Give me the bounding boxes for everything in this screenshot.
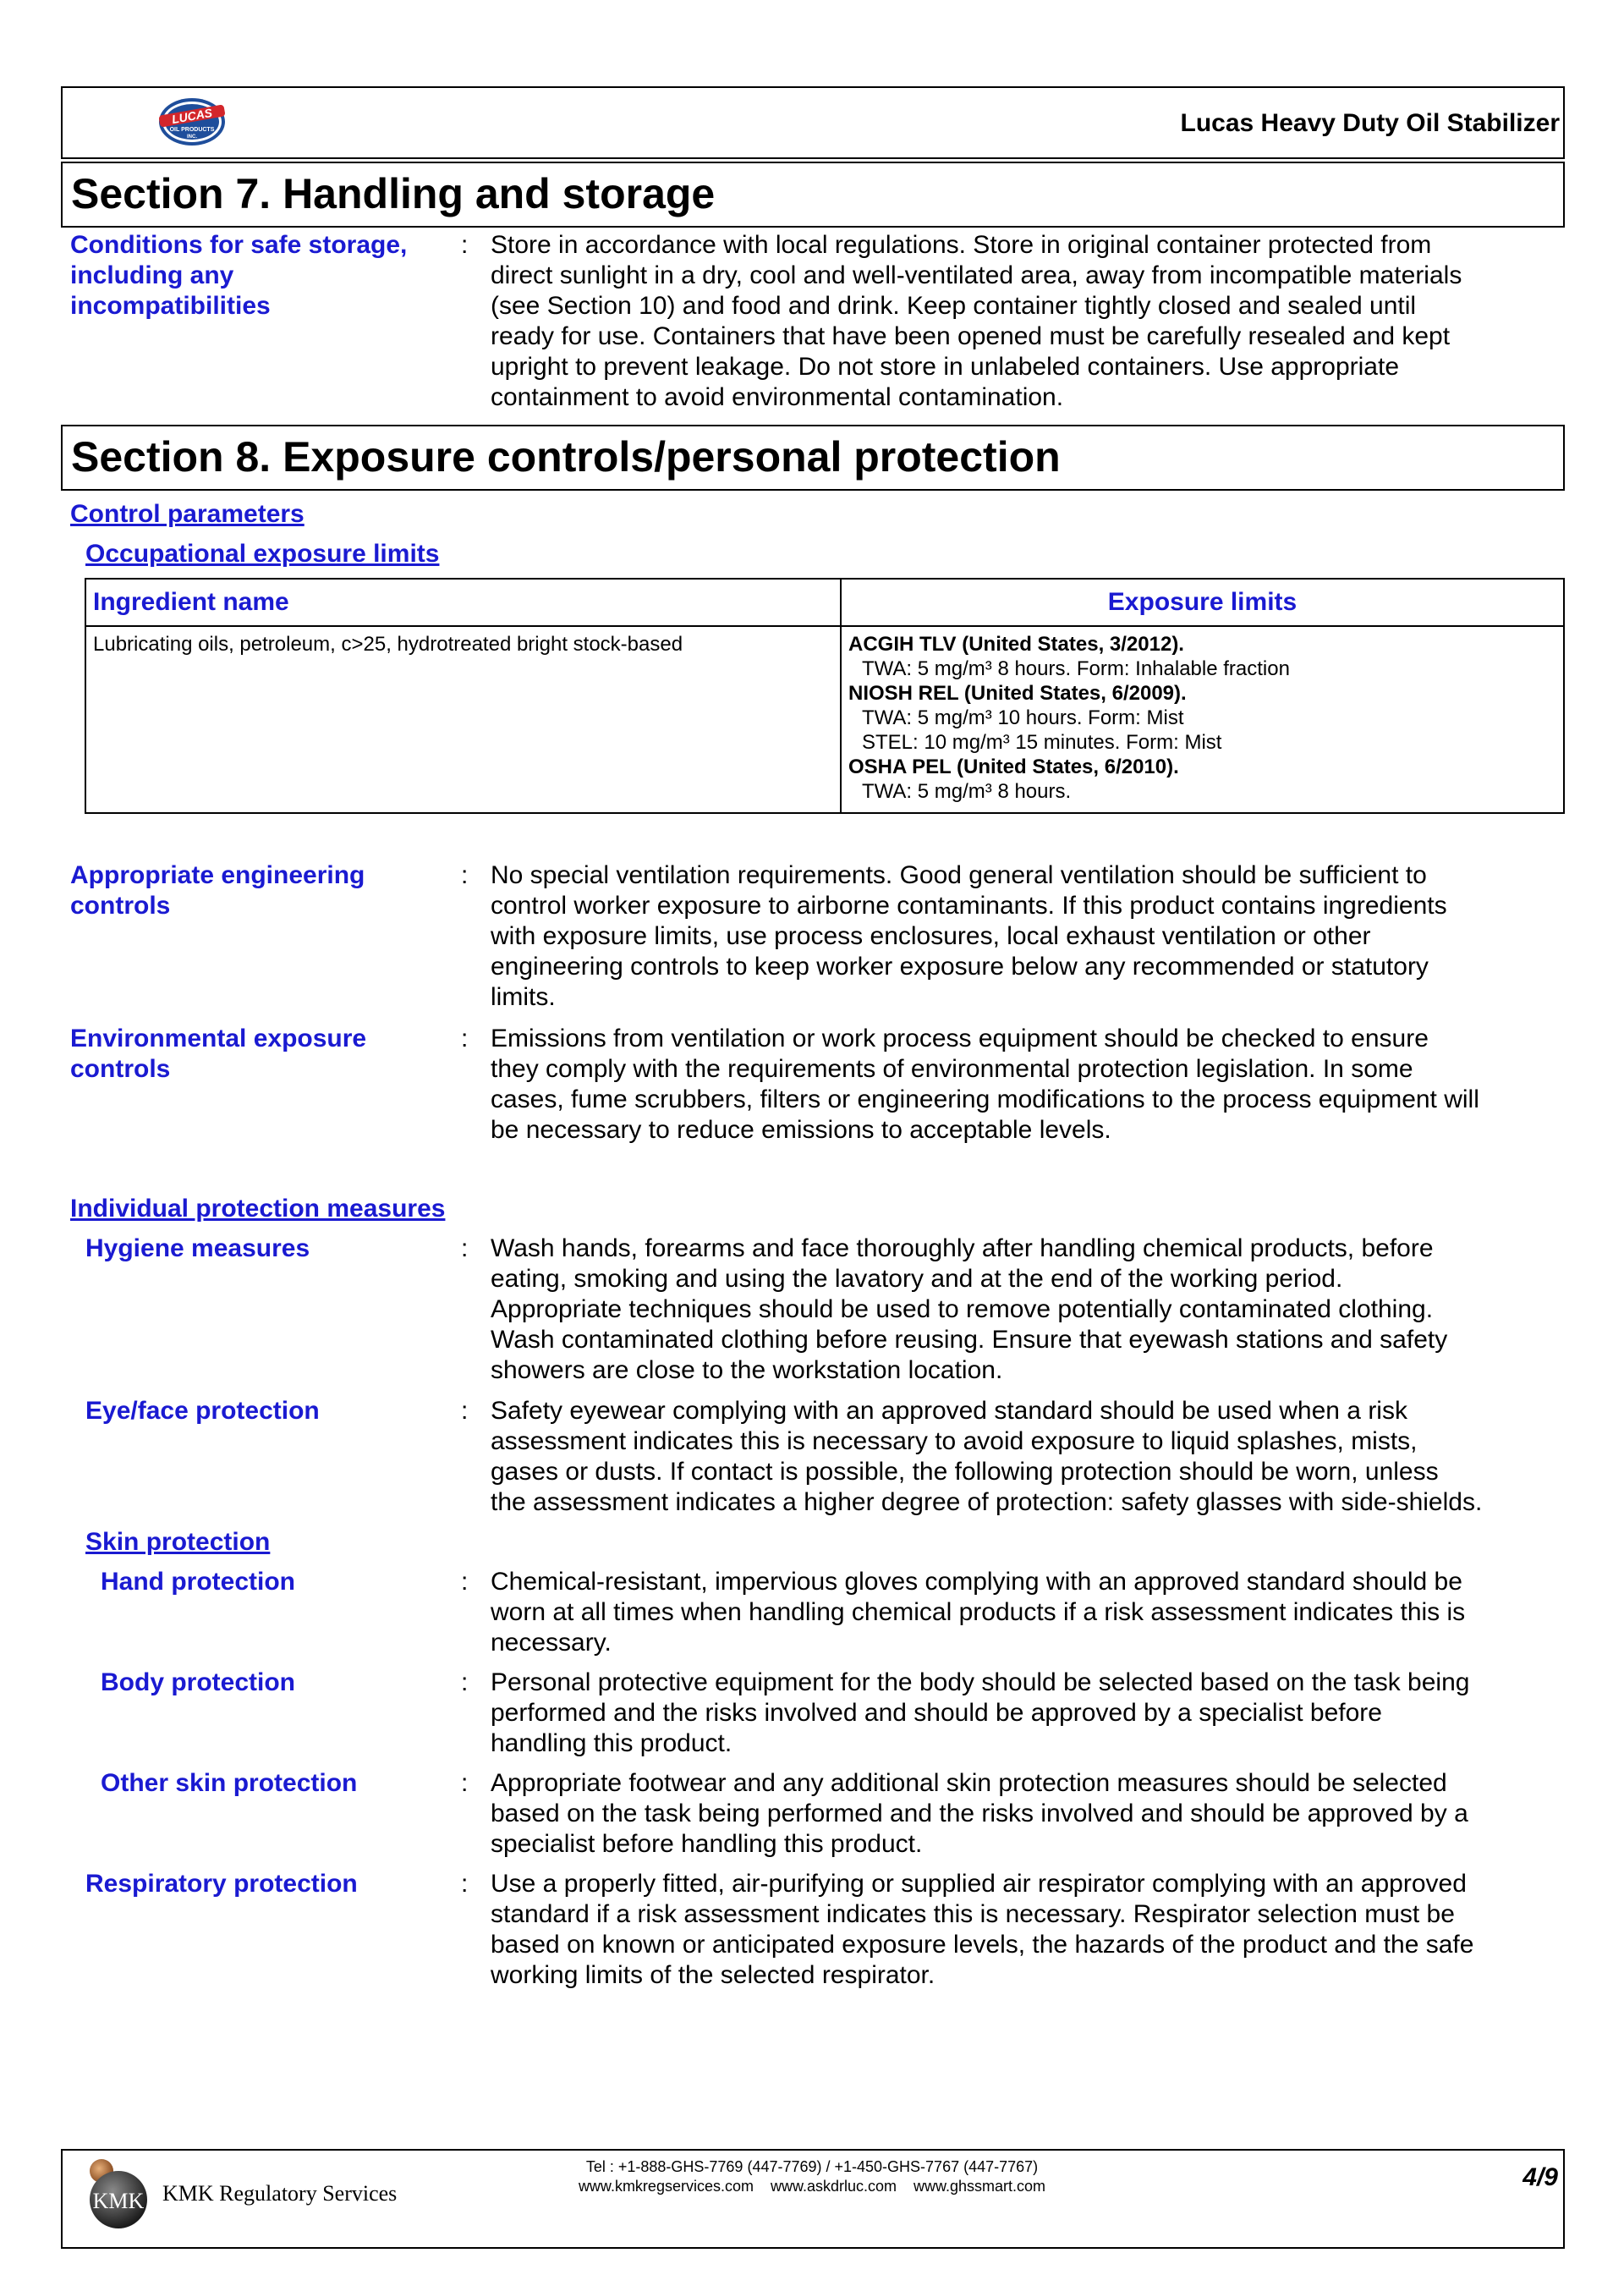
control-parameters-heading: Control parameters xyxy=(70,500,304,528)
section-8-heading xyxy=(61,425,1565,491)
other-skin-label: Other skin protection xyxy=(101,1769,358,1797)
body-label: Body protection xyxy=(101,1668,295,1696)
hand-label: Hand protection xyxy=(101,1568,295,1596)
limit-line: TWA: 5 mg/m³ 8 hours. Form: Inhalable fraction xyxy=(862,657,1290,680)
limit-line: TWA: 5 mg/m³ 10 hours. Form: Mist xyxy=(862,706,1184,729)
limit-line: NIOSH REL (United States, 6/2009). xyxy=(848,682,1187,705)
section-7-title: Section 7. Handling and storage xyxy=(71,170,716,217)
lucas-logo xyxy=(157,93,227,149)
body-colon: : xyxy=(461,1668,469,1696)
occupational-limits-heading: Occupational exposure limits xyxy=(85,540,440,568)
hygiene-colon: : xyxy=(461,1234,469,1262)
other-skin-text: Appropriate footwear and any additional skin protection measures should be selected based on the task being performed and the risks involved and should be approved by a specialist before handling this product. xyxy=(491,1769,1468,1858)
storage-label: Conditions for safe storage, including any incompatibilities xyxy=(70,231,408,320)
storage-text: Store in accordance with local regulations. Store in original container protected from direct sunlight in a dry, cool and well-ventilated area, away from incompatible materials (see Section 10) and food and drink. Keep container tightly closed and sealed until ready for use. Containers that have been opened must be carefully resealed and kept upright to prevent leakage. Do not store in unlabeled containers. Use appropriate containment to avoid environmental contamination. xyxy=(491,231,1462,411)
table-row xyxy=(85,626,1564,813)
limit-line: TWA: 5 mg/m³ 8 hours. xyxy=(862,780,1072,803)
individual-measures-heading: Individual protection measures xyxy=(70,1195,446,1223)
product-name: Lucas Heavy Duty Oil Stabilizer xyxy=(1180,109,1560,137)
eye-text: Safety eyewear complying with an approved standard should be used when a risk assessment indicates this is necessary to avoid exposure to liquid splashes, mists, gases or dusts. If contact is possible, the following protection should be worn, unless the assessment indicates a higher degree of protection: safety glasses with side-shields. xyxy=(491,1397,1483,1516)
col-header-ingredient: Ingredient name xyxy=(85,579,841,626)
other-skin-colon: : xyxy=(461,1769,469,1797)
limits-cell xyxy=(841,626,1564,813)
footer-tel: Tel : +1-888-GHS-7769 (447-7769) / +1-450-GHS-7767 (447-7767) xyxy=(585,2158,1039,2175)
lucas-logo-text: LUCAS xyxy=(170,105,214,127)
hygiene-label: Hygiene measures xyxy=(85,1234,310,1262)
environmental-text: Emissions from ventilation or work process equipment should be checked to ensure they comply with the requirements of environmental protection legislation. In some cases, fume scrubbers, filters or engineering modifications to the process equipment will be necessary to reduce emissions to acceptable levels. xyxy=(491,1025,1479,1144)
respiratory-text: Use a properly fitted, air-purifying or supplied air respirator complying with an approved standard if a risk assessment indicates this is necessary. Respirator selection must be based on known or anticipated exposure levels, the hazards of the product and the safe working limits of the selected respirator. xyxy=(491,1870,1474,1989)
exposure-limits-table xyxy=(85,578,1565,814)
company-name: KMK Regulatory Services xyxy=(162,2181,398,2206)
respiratory-colon: : xyxy=(461,1870,469,1898)
eye-colon: : xyxy=(461,1397,469,1425)
section-8-title: Section 8. Exposure controls/personal protection xyxy=(71,433,1061,481)
ingredient-cell: Lubricating oils, petroleum, c>25, hydrotreated bright stock-based xyxy=(85,626,841,813)
hand-colon: : xyxy=(461,1568,469,1596)
eye-label: Eye/face protection xyxy=(85,1397,320,1425)
environmental-colon: : xyxy=(461,1025,469,1052)
limit-line: ACGIH TLV (United States, 3/2012). xyxy=(848,633,1184,656)
respiratory-label: Respiratory protection xyxy=(85,1870,358,1898)
engineering-text: No special ventilation requirements. Good general ventilation should be sufficient to control worker exposure to airborne contaminants. If this product contains ingredients with exposure limits, use process enclosures, local exhaust ventilation or other engineering controls to keep worker exposure below any recommended or statutory limits. xyxy=(491,861,1447,1011)
table-header-row xyxy=(85,579,1564,626)
section-7-heading xyxy=(61,162,1565,228)
limit-line: STEL: 10 mg/m³ 15 minutes. Form: Mist xyxy=(862,731,1222,754)
skin-protection-heading: Skin protection xyxy=(85,1528,271,1556)
storage-colon: : xyxy=(461,231,469,259)
lucas-logo-subtext: OIL PRODUCTS xyxy=(169,127,215,133)
engineering-colon: : xyxy=(461,861,469,889)
limit-line: OSHA PEL (United States, 6/2010). xyxy=(848,756,1179,778)
hygiene-text: Wash hands, forearms and face thoroughly after handling chemical products, before eating, smoking and using the lavatory and at the end of the working period. Appropriate techniques should be used to remove potentially contaminated clothing. Wash contaminated clothing before reusing. Ensure that eyewash stations and safety showers are close to the workstation location. xyxy=(491,1234,1448,1384)
engineering-label: Appropriate engineering controls xyxy=(70,861,365,920)
page-number: 4/9 xyxy=(1522,2163,1558,2191)
environmental-label: Environmental exposure controls xyxy=(70,1025,367,1083)
kmk-logo-letters: KMK xyxy=(92,2189,145,2213)
col-header-exposure: Exposure limits xyxy=(841,579,1564,626)
body-text: Personal protective equipment for the body should be selected based on the task being performed and the risks involved and should be approved by a specialist before handling this product. xyxy=(491,1668,1470,1757)
footer-websites: www.kmkregservices.com www.askdrluc.com www.ghssmart.com xyxy=(578,2178,1046,2195)
lucas-logo-inc: INC. xyxy=(187,135,197,140)
hand-text: Chemical-resistant, impervious gloves complying with an approved standard should be worn at all times when handling chemical products if a risk assessment indicates this is necessary. xyxy=(491,1568,1466,1657)
